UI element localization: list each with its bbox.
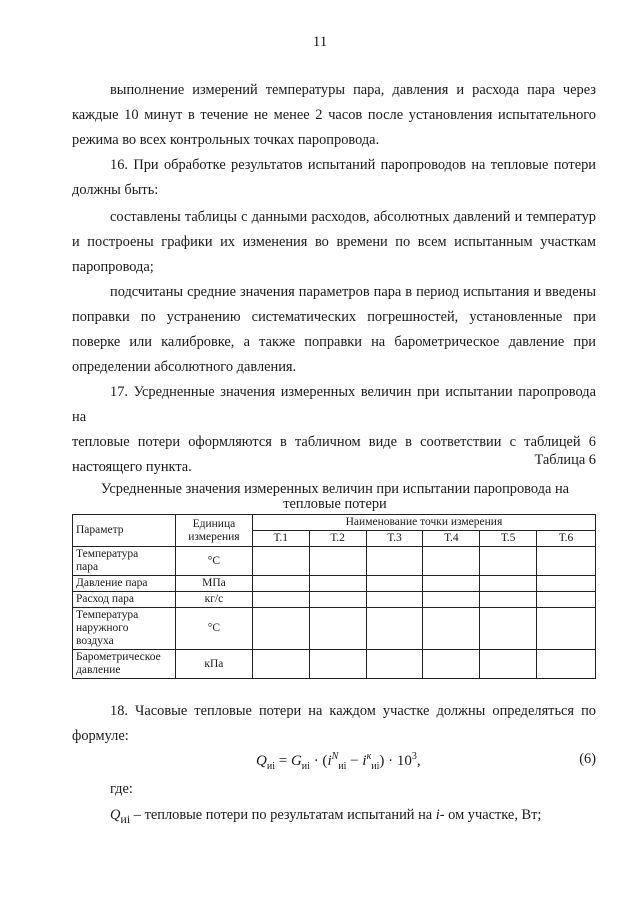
header-param: Параметр xyxy=(73,515,176,547)
table-title-line: тепловые потери xyxy=(283,496,387,512)
paragraph-averages xyxy=(72,280,596,380)
definition-block xyxy=(72,803,596,832)
value-cell xyxy=(252,650,309,679)
value-cell xyxy=(423,576,480,592)
value-cell xyxy=(537,547,596,576)
value-cell xyxy=(480,576,537,592)
value-cell xyxy=(309,576,366,592)
text-line: формуле: xyxy=(72,728,129,744)
equation-number: (6) xyxy=(579,751,596,767)
table-label: Таблица 6 xyxy=(534,452,596,468)
paragraph-measurements xyxy=(72,78,596,153)
param-cell: Расход пара xyxy=(73,592,176,608)
value-cell xyxy=(309,592,366,608)
page-number: 11 xyxy=(312,34,328,50)
heat-loss-formula: $Q_{иi} = G_{иi} \cdot (i^N_{иi} - i^к_{иi}) \cdot 10^3$, xyxy=(256,751,421,772)
text-line: составлены таблицы с данными расходов, абсолютных давлений и температур xyxy=(110,209,596,225)
value-cell xyxy=(480,608,537,650)
value-cell xyxy=(423,547,480,576)
text-line: и построены графики их изменения во времени по всем испытанным участкам xyxy=(72,234,596,250)
header-point: Т.5 xyxy=(480,531,537,547)
text-line: выполнение измерений температуры пара, давления и расхода пара через xyxy=(110,82,596,98)
table-title xyxy=(0,482,640,512)
header-points-group: Наименование точки измерения xyxy=(252,515,595,531)
text-line: тепловые потери оформляются в табличном виде в соответствии с таблицей 6 xyxy=(72,434,596,450)
value-cell xyxy=(537,592,596,608)
text-line: подсчитаны средние значения параметров пара в период испытания и введены xyxy=(110,284,596,300)
value-cell xyxy=(252,608,309,650)
header-point: Т.1 xyxy=(252,531,309,547)
value-cell xyxy=(366,576,423,592)
text-line: 16. При обработке результатов испытаний паропроводов на тепловые потери xyxy=(110,157,596,173)
value-cell xyxy=(309,547,366,576)
value-cell xyxy=(252,592,309,608)
value-cell xyxy=(480,547,537,576)
table-row xyxy=(73,547,596,576)
text-line: 17. Усредненные значения измеренных величин при испытании паропровода на xyxy=(72,384,596,425)
value-cell xyxy=(423,608,480,650)
param-cell: Барометрическое давление xyxy=(73,650,176,679)
value-cell xyxy=(480,592,537,608)
param-cell: Температура пара xyxy=(73,547,176,576)
header-point: Т.4 xyxy=(423,531,480,547)
header-point: Т.3 xyxy=(366,531,423,547)
value-cell xyxy=(366,547,423,576)
formula-row xyxy=(72,751,596,773)
measurements-table xyxy=(72,514,596,679)
unit-cell: МПа xyxy=(175,576,252,592)
unit-cell: кг/с xyxy=(175,592,252,608)
table-row xyxy=(73,650,596,679)
value-cell xyxy=(537,608,596,650)
text-line: поправки по устранению систематических погрешностей, установленные при xyxy=(72,309,596,325)
value-cell xyxy=(480,650,537,679)
unit-cell: кПа xyxy=(175,650,252,679)
value-cell xyxy=(423,650,480,679)
value-cell xyxy=(537,576,596,592)
value-cell xyxy=(366,592,423,608)
paragraph-16 xyxy=(72,153,596,203)
value-cell xyxy=(423,592,480,608)
text-line: режима во всех контрольных точках паропровода. xyxy=(72,132,380,148)
text-line: 18. Часовые тепловые потери на каждом участке должны определяться по xyxy=(110,703,596,719)
text-line: поверке или калибровке, а также поправки на барометрическое давление при xyxy=(72,334,596,350)
value-cell xyxy=(252,547,309,576)
value-cell xyxy=(309,608,366,650)
text-line: каждые 10 минут в течение не менее 2 часов после установления испытательного xyxy=(72,107,596,123)
where-label: где: xyxy=(110,781,133,797)
header-point: Т.2 xyxy=(309,531,366,547)
param-cell: Давление пара xyxy=(73,576,176,592)
definition-line: $Q_{иi}$ – тепловые потери по результатам испытаний на i- ом участке, Вт; xyxy=(110,807,542,826)
paragraph-17 xyxy=(72,380,596,480)
value-cell xyxy=(537,650,596,679)
unit-cell: °С xyxy=(175,547,252,576)
table-row xyxy=(73,592,596,608)
text-line: должны быть: xyxy=(72,182,159,198)
where-label-block xyxy=(72,777,596,802)
value-cell xyxy=(366,608,423,650)
table-title-line: Усредненные значения измеренных величин при испытании паропровода на xyxy=(100,481,570,497)
paragraph-tables xyxy=(72,205,596,280)
table-row xyxy=(73,608,596,650)
text-line: настоящего пункта. xyxy=(72,459,192,475)
header-unit: Единица измерения xyxy=(175,515,252,547)
value-cell xyxy=(366,650,423,679)
table-header-row xyxy=(73,515,596,531)
text-line: паропровода; xyxy=(72,259,154,275)
paragraph-18 xyxy=(72,699,596,749)
value-cell xyxy=(252,576,309,592)
value-cell xyxy=(309,650,366,679)
param-cell: Температура наружного воздуха xyxy=(73,608,176,650)
unit-cell: °С xyxy=(175,608,252,650)
text-line: определении абсолютного давления. xyxy=(72,359,297,375)
table-row xyxy=(73,576,596,592)
header-point: Т.6 xyxy=(537,531,596,547)
